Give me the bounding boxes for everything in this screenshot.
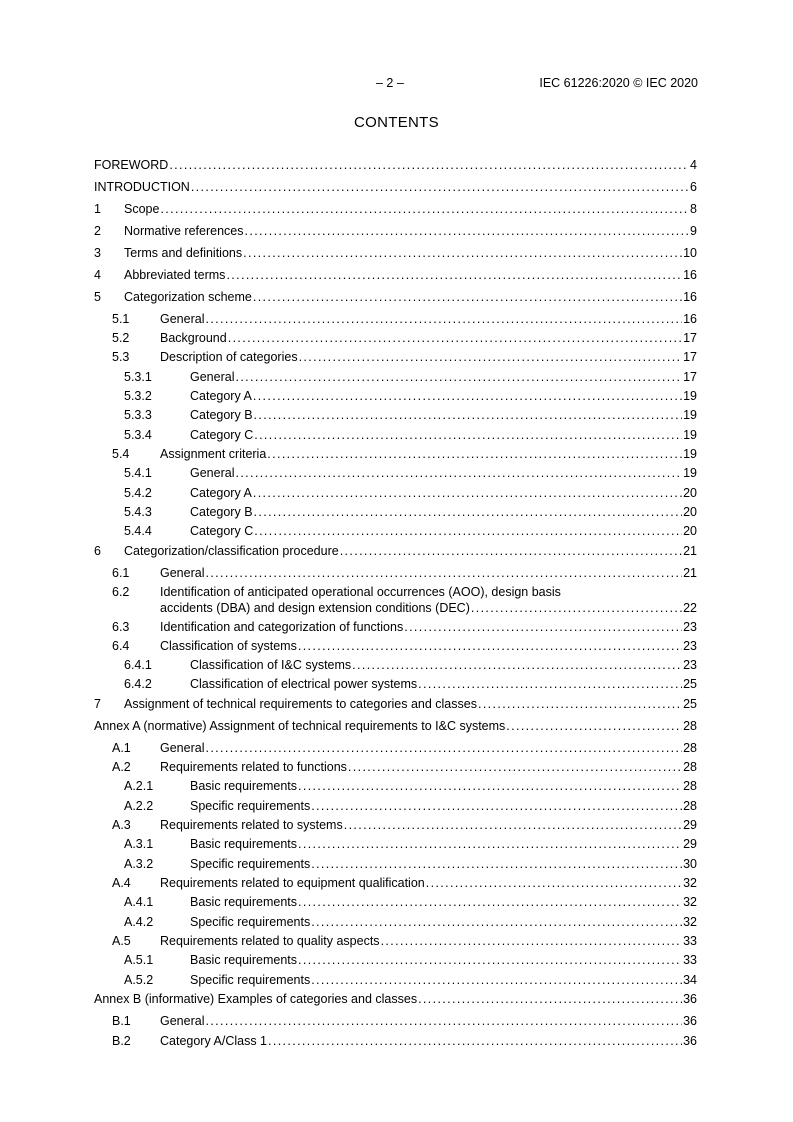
toc-entry-number: A.4 <box>112 876 131 890</box>
toc-entry-body <box>190 855 698 874</box>
toc-entry-body <box>190 387 698 406</box>
toc-entry-title: Terms and definitions <box>124 246 243 260</box>
toc-entry-body <box>160 932 698 951</box>
toc-entry-body <box>124 200 698 219</box>
toc-entry-page: 20 <box>683 524 697 538</box>
toc-entry-title: General <box>160 1014 205 1028</box>
toc-entry-number: A.2.1 <box>124 779 154 793</box>
toc-entry-number: 5.4 <box>112 447 130 461</box>
toc-entry-title: Category A <box>190 389 252 403</box>
toc-entry-page: 23 <box>683 620 697 634</box>
toc-entry-body <box>190 893 698 912</box>
toc-entry-page: 22 <box>683 601 697 615</box>
toc-entry-number: 6.4.1 <box>124 658 152 672</box>
dot-leader <box>254 426 682 445</box>
dot-leader <box>298 835 682 854</box>
toc-entry-body <box>190 913 698 932</box>
dot-leader <box>253 288 682 307</box>
dot-leader <box>426 874 682 893</box>
toc-entry-body <box>190 777 698 796</box>
toc-entry-body <box>190 675 698 694</box>
toc-entry-title: Specific requirements <box>190 857 311 871</box>
dot-leader <box>169 156 689 175</box>
toc-entry-number: A.2.2 <box>124 799 154 813</box>
toc-entry-page: 29 <box>683 818 697 832</box>
toc-entry-title: Categorization scheme <box>124 290 252 304</box>
toc-entry-body <box>160 758 698 777</box>
dot-leader <box>404 618 682 637</box>
toc-entry-title: General <box>190 466 235 480</box>
dot-leader <box>340 542 682 561</box>
toc-entry-title: INTRODUCTION <box>94 180 190 194</box>
toc-entry-body <box>94 156 698 175</box>
toc-entry-title: Requirements related to equipment qualification <box>160 876 425 890</box>
toc-entry-number: A.5.1 <box>124 953 154 967</box>
toc-entry-page: 23 <box>683 658 697 672</box>
toc-entry-page: 33 <box>683 934 697 948</box>
page-title: CONTENTS <box>354 114 439 131</box>
toc-entry-title: Requirements related to systems <box>160 818 343 832</box>
toc-entry-page: 20 <box>683 486 697 500</box>
toc-entry-number: 6.2 <box>112 585 130 599</box>
toc-entry-body <box>190 368 698 387</box>
toc-entry-number: 7 <box>94 697 101 711</box>
toc-entry-number: 5.4.1 <box>124 466 152 480</box>
toc-entry-page: 28 <box>683 741 697 755</box>
dot-leader <box>348 758 682 777</box>
toc-entry-page: 16 <box>683 312 697 326</box>
dot-leader <box>298 951 682 970</box>
toc-entry-page: 17 <box>683 370 697 384</box>
dot-leader <box>298 777 682 796</box>
toc-entry-page: 19 <box>683 389 697 403</box>
toc-entry-body <box>190 656 698 675</box>
toc-entry-body <box>124 542 698 561</box>
dot-leader <box>311 913 682 932</box>
dot-leader <box>311 797 682 816</box>
toc-entry-number: 5.3.4 <box>124 428 152 442</box>
toc-entry-number: 6.1 <box>112 566 130 580</box>
toc-entry-number: 5.3.3 <box>124 408 152 422</box>
toc-entry-page: 20 <box>683 505 697 519</box>
dot-leader <box>226 266 682 285</box>
toc-entry-body <box>124 244 698 263</box>
toc-entry-body <box>160 1032 698 1051</box>
toc-entry-page: 19 <box>683 447 697 461</box>
toc-entry-number: 5.2 <box>112 331 130 345</box>
toc-entry-page: 8 <box>690 202 697 216</box>
page-number: – 2 – <box>376 76 404 90</box>
toc-entry-body <box>124 266 698 285</box>
toc-entry-number: A.3 <box>112 818 131 832</box>
toc-entry-number: 6 <box>94 544 101 558</box>
toc-entry-body <box>190 971 698 990</box>
toc-entry-body <box>160 445 698 464</box>
dot-leader <box>311 855 682 874</box>
dot-leader <box>471 600 682 616</box>
toc-entry-page: 19 <box>683 466 697 480</box>
toc-entry-title: Description of categories <box>160 350 298 364</box>
toc-entry-title: Category A/Class 1 <box>160 1034 267 1048</box>
toc-entry-number: 5 <box>94 290 101 304</box>
toc-entry-title: Category C <box>190 524 254 538</box>
toc-entry-body <box>160 637 698 656</box>
dot-leader <box>254 406 683 425</box>
toc-entry-page: 21 <box>683 566 697 580</box>
dot-leader <box>418 675 682 694</box>
toc-entry-page: 4 <box>690 158 697 172</box>
toc-entry-title: Requirements related to functions <box>160 760 347 774</box>
toc-entry-title: Basic requirements <box>190 953 297 967</box>
toc-entry-number: 2 <box>94 224 101 238</box>
toc-entry-body <box>124 222 698 241</box>
dot-leader <box>191 178 689 197</box>
toc-entry-page: 17 <box>683 331 697 345</box>
toc-entry-number: A.4.2 <box>124 915 154 929</box>
toc-entry-title: Specific requirements <box>190 915 311 929</box>
dot-leader <box>205 739 682 758</box>
toc-entry-title: Scope <box>124 202 160 216</box>
toc-entry-page: 19 <box>683 408 697 422</box>
toc-entry-page: 9 <box>690 224 697 238</box>
dot-leader <box>298 893 682 912</box>
toc-entry-number: 6.4.2 <box>124 677 152 691</box>
dot-leader <box>253 484 682 503</box>
toc-entry-title: Specific requirements <box>190 799 311 813</box>
toc-entry-number: A.4.1 <box>124 895 154 909</box>
toc-entry-page: 16 <box>683 290 697 304</box>
toc-entry-title: Background <box>160 331 227 345</box>
dot-leader <box>267 445 682 464</box>
toc-entry-body <box>190 426 698 445</box>
toc-entry-body <box>160 584 698 616</box>
toc-entry-title: Categorization/classification procedure <box>124 544 339 558</box>
dot-leader <box>160 200 689 219</box>
toc-entry-page: 36 <box>683 1014 697 1028</box>
toc-entry-body <box>190 522 698 541</box>
toc-entry-body <box>160 816 698 835</box>
toc-entry-page: 34 <box>683 973 697 987</box>
toc-entry-title: Assignment of technical requirements to categories and classes <box>124 697 477 711</box>
dot-leader <box>344 816 682 835</box>
toc-entry-page: 28 <box>683 779 697 793</box>
toc-entry-page: 19 <box>683 428 697 442</box>
toc-entry-number: 6.4 <box>112 639 130 653</box>
toc-entry-title: FOREWORD <box>94 158 169 172</box>
toc-entry-body <box>124 695 698 714</box>
dot-leader <box>478 695 682 714</box>
toc-entry-page: 28 <box>683 760 697 774</box>
toc-entry-body <box>160 618 698 637</box>
dot-leader <box>243 244 682 263</box>
toc-entry-number: 5.3 <box>112 350 130 364</box>
toc-entry-title: General <box>160 566 205 580</box>
toc-entry-number: A.1 <box>112 741 131 755</box>
toc-entry-number: 5.4.3 <box>124 505 152 519</box>
toc-entry-title: Specific requirements <box>190 973 311 987</box>
toc-entry-number: A.5.2 <box>124 973 154 987</box>
dot-leader <box>205 310 682 329</box>
dot-leader <box>235 464 682 483</box>
toc-entry-page: 17 <box>683 350 697 364</box>
dot-leader <box>268 1032 682 1051</box>
toc-entry-title: Basic requirements <box>190 779 297 793</box>
toc-entry-page: 33 <box>683 953 697 967</box>
toc-entry-number: 3 <box>94 246 101 260</box>
toc-entry-title: Annex B (informative) Examples of categories and classes <box>94 992 418 1006</box>
dot-leader <box>311 971 682 990</box>
toc-entry-body <box>190 464 698 483</box>
dot-leader <box>228 329 682 348</box>
toc-entry-title: General <box>160 741 205 755</box>
toc-entry-body <box>160 564 698 583</box>
toc-entry-page: 29 <box>683 837 697 851</box>
toc-entry-number: A.2 <box>112 760 131 774</box>
dot-leader <box>352 656 682 675</box>
toc-entry-page: 32 <box>683 895 697 909</box>
toc-entry-number: 5.4.4 <box>124 524 152 538</box>
document-id: IEC 61226:2020 © IEC 2020 <box>539 76 698 90</box>
toc-entry-body <box>94 717 698 736</box>
toc-entry-title: Category A <box>190 486 252 500</box>
toc-entry-number: 5.1 <box>112 312 130 326</box>
toc-entry-title: Annex A (normative) Assignment of technical requirements to I&C systems <box>94 719 506 733</box>
dot-leader <box>205 1012 682 1031</box>
toc-entry-page: 16 <box>683 268 697 282</box>
toc-entry-body <box>160 874 698 893</box>
toc-entry-number: 1 <box>94 202 101 216</box>
toc-entry-title: Basic requirements <box>190 895 297 909</box>
dot-leader <box>245 222 690 241</box>
toc-entry-number: 4 <box>94 268 101 282</box>
toc-entry-body <box>160 310 698 329</box>
dot-leader <box>418 990 682 1009</box>
toc-entry-body <box>160 348 698 367</box>
toc-entry-number: A.3.1 <box>124 837 154 851</box>
toc-entry-page: 36 <box>683 1034 697 1048</box>
toc-entry-number: 5.3.2 <box>124 389 152 403</box>
toc-entry-page: 10 <box>683 246 697 260</box>
dot-leader <box>253 387 682 406</box>
toc-entry-body <box>94 178 698 197</box>
toc-entry-body <box>190 503 698 522</box>
dot-leader <box>381 932 683 951</box>
toc-entry-title: Identification and categorization of functions <box>160 620 404 634</box>
toc-entry-number: B.2 <box>112 1034 131 1048</box>
toc-entry-number: 5.4.2 <box>124 486 152 500</box>
toc-entry-page: 23 <box>683 639 697 653</box>
toc-entry-page: 28 <box>683 719 697 733</box>
dot-leader <box>254 503 683 522</box>
toc-entry-body <box>190 484 698 503</box>
toc-entry-body <box>124 288 698 307</box>
toc-entry-title: Identification of anticipated operational occurrences (AOO), design basis <box>160 584 698 600</box>
toc-entry-title: Basic requirements <box>190 837 297 851</box>
toc-entry-page: 30 <box>683 857 697 871</box>
toc-entry-body <box>94 990 698 1009</box>
toc-entry-page: 6 <box>690 180 697 194</box>
toc-entry-title: Classification of systems <box>160 639 297 653</box>
dot-leader <box>299 348 683 367</box>
toc-entry-title: Normative references <box>124 224 244 238</box>
toc-entry-page: 36 <box>683 992 697 1006</box>
toc-entry-page: 25 <box>683 677 697 691</box>
toc-entry-body <box>190 797 698 816</box>
toc-entry-title: General <box>160 312 205 326</box>
dot-leader <box>298 637 682 656</box>
toc-entry-title: Category B <box>190 408 253 422</box>
toc-entry-number: 6.3 <box>112 620 130 634</box>
toc-entry-page: 32 <box>683 876 697 890</box>
toc-entry-body <box>190 835 698 854</box>
toc-entry-title: accidents (DBA) and design extension conditions (DEC) <box>160 601 470 615</box>
toc-entry-body <box>190 406 698 425</box>
toc-entry-number: A.5 <box>112 934 131 948</box>
toc-entry-body <box>160 739 698 758</box>
page-header <box>94 76 698 94</box>
dot-leader <box>235 368 682 387</box>
toc-entry-title: Classification of electrical power systems <box>190 677 418 691</box>
toc-entry-number: B.1 <box>112 1014 131 1028</box>
toc-entry-number: 5.3.1 <box>124 370 152 384</box>
toc-entry-title: Abbreviated terms <box>124 268 226 282</box>
toc-entry-page: 28 <box>683 799 697 813</box>
dot-leader <box>205 564 682 583</box>
toc-entry-page: 32 <box>683 915 697 929</box>
toc-entry-body <box>190 951 698 970</box>
toc-entry-page: 21 <box>683 544 697 558</box>
toc-entry-title: Requirements related to quality aspects <box>160 934 380 948</box>
toc-entry-title: Classification of I&C systems <box>190 658 352 672</box>
toc-entry-number: A.3.2 <box>124 857 154 871</box>
toc-entry-title: Category C <box>190 428 254 442</box>
dot-leader <box>506 717 682 736</box>
toc-entry-body <box>160 329 698 348</box>
dot-leader <box>254 522 682 541</box>
toc-entry-title: Category B <box>190 505 253 519</box>
toc-entry-title: General <box>190 370 235 384</box>
toc-entry-page: 25 <box>683 697 697 711</box>
toc-entry-body <box>160 1012 698 1031</box>
toc-entry-title: Assignment criteria <box>160 447 267 461</box>
